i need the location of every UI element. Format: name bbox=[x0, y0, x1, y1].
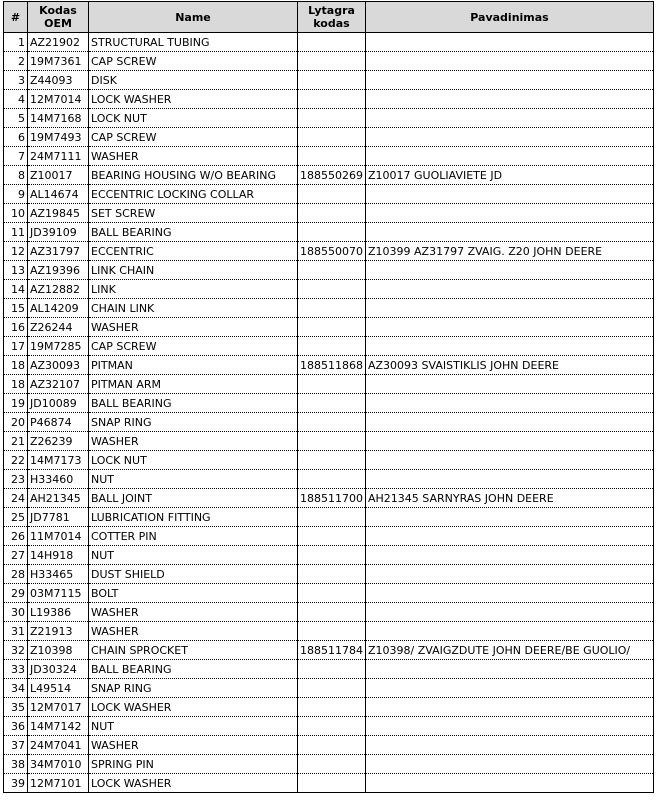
pavadinimas-cell bbox=[366, 71, 654, 90]
pavadinimas-cell bbox=[366, 698, 654, 717]
table-row bbox=[4, 185, 654, 204]
header-oem-code bbox=[28, 2, 89, 33]
table-row bbox=[4, 223, 654, 242]
parts-table bbox=[3, 1, 654, 793]
oem-code-cell: AL14674 bbox=[28, 185, 89, 204]
row-number-cell: 3 bbox=[4, 71, 28, 90]
pavadinimas-cell bbox=[366, 432, 654, 451]
part-name-cell: LUBRICATION FITTING bbox=[89, 508, 298, 527]
table-row bbox=[4, 242, 654, 261]
oem-code-cell: JD30324 bbox=[28, 660, 89, 679]
row-number-cell: 36 bbox=[4, 717, 28, 736]
pavadinimas-cell bbox=[366, 565, 654, 584]
lytagra-code-cell bbox=[298, 451, 366, 470]
table-row bbox=[4, 546, 654, 565]
row-number-cell: 28 bbox=[4, 565, 28, 584]
row-number-cell: 31 bbox=[4, 622, 28, 641]
lytagra-code-cell bbox=[298, 223, 366, 242]
table-row bbox=[4, 71, 654, 90]
oem-code-cell: 03M7115 bbox=[28, 584, 89, 603]
pavadinimas-cell bbox=[366, 413, 654, 432]
part-name-cell: WASHER bbox=[89, 147, 298, 166]
lytagra-code-cell bbox=[298, 736, 366, 755]
row-number-cell: 7 bbox=[4, 147, 28, 166]
pavadinimas-cell bbox=[366, 109, 654, 128]
table-row bbox=[4, 660, 654, 679]
table-row bbox=[4, 451, 654, 470]
row-number-cell: 29 bbox=[4, 584, 28, 603]
oem-code-cell: AZ21902 bbox=[28, 33, 89, 52]
lytagra-code-cell bbox=[298, 109, 366, 128]
pavadinimas-cell bbox=[366, 717, 654, 736]
part-name-cell: WASHER bbox=[89, 736, 298, 755]
pavadinimas-cell bbox=[366, 394, 654, 413]
lytagra-code-cell bbox=[298, 33, 366, 52]
row-number-cell: 23 bbox=[4, 470, 28, 489]
oem-code-cell: AZ19396 bbox=[28, 261, 89, 280]
table-row bbox=[4, 413, 654, 432]
pavadinimas-cell: AH21345 SARNYRAS JOHN DEERE bbox=[366, 489, 654, 508]
pavadinimas-cell bbox=[366, 185, 654, 204]
part-name-cell: SNAP RING bbox=[89, 679, 298, 698]
oem-code-cell: 12M7014 bbox=[28, 90, 89, 109]
part-name-cell: WASHER bbox=[89, 603, 298, 622]
pavadinimas-cell bbox=[366, 299, 654, 318]
table-row bbox=[4, 755, 654, 774]
lytagra-code-cell bbox=[298, 622, 366, 641]
row-number-cell: 27 bbox=[4, 546, 28, 565]
row-number-cell: 33 bbox=[4, 660, 28, 679]
lytagra-code-cell bbox=[298, 337, 366, 356]
lytagra-code-cell bbox=[298, 603, 366, 622]
row-number-cell: 24 bbox=[4, 489, 28, 508]
row-number-cell: 18 bbox=[4, 375, 28, 394]
lytagra-code-cell bbox=[298, 584, 366, 603]
lytagra-code-cell bbox=[298, 299, 366, 318]
part-name-cell: LOCK WASHER bbox=[89, 698, 298, 717]
part-name-cell: WASHER bbox=[89, 318, 298, 337]
part-name-cell: BALL BEARING bbox=[89, 394, 298, 413]
pavadinimas-cell bbox=[366, 261, 654, 280]
part-name-cell: NUT bbox=[89, 717, 298, 736]
pavadinimas-cell bbox=[366, 128, 654, 147]
table-row bbox=[4, 698, 654, 717]
pavadinimas-cell: Z10017 GUOLIAVIETE JD bbox=[366, 166, 654, 185]
row-number-cell: 15 bbox=[4, 299, 28, 318]
part-name-cell: LOCK NUT bbox=[89, 109, 298, 128]
pavadinimas-cell bbox=[366, 660, 654, 679]
oem-code-cell: 19M7493 bbox=[28, 128, 89, 147]
part-name-cell: NUT bbox=[89, 470, 298, 489]
oem-code-cell: Z10398 bbox=[28, 641, 89, 660]
lytagra-code-cell bbox=[298, 546, 366, 565]
row-number-cell: 4 bbox=[4, 90, 28, 109]
table-row bbox=[4, 299, 654, 318]
oem-code-cell: 11M7014 bbox=[28, 527, 89, 546]
part-name-cell: CHAIN SPROCKET bbox=[89, 641, 298, 660]
part-name-cell: STRUCTURAL TUBING bbox=[89, 33, 298, 52]
oem-code-cell: 12M7101 bbox=[28, 774, 89, 793]
oem-code-cell: 14M7173 bbox=[28, 451, 89, 470]
row-number-cell: 16 bbox=[4, 318, 28, 337]
pavadinimas-cell: AZ30093 SVAISTIKLIS JOHN DEERE bbox=[366, 356, 654, 375]
table-row bbox=[4, 166, 654, 185]
part-name-cell: DUST SHIELD bbox=[89, 565, 298, 584]
pavadinimas-cell bbox=[366, 204, 654, 223]
pavadinimas-cell bbox=[366, 679, 654, 698]
row-number-cell: 26 bbox=[4, 527, 28, 546]
header-lytagra-code bbox=[298, 2, 366, 33]
oem-code-cell: Z10017 bbox=[28, 166, 89, 185]
lytagra-code-cell bbox=[298, 698, 366, 717]
oem-code-cell: 12M7017 bbox=[28, 698, 89, 717]
oem-code-cell: Z26239 bbox=[28, 432, 89, 451]
pavadinimas-cell bbox=[366, 546, 654, 565]
lytagra-code-cell bbox=[298, 71, 366, 90]
part-name-cell: BALL JOINT bbox=[89, 489, 298, 508]
oem-code-cell: L49514 bbox=[28, 679, 89, 698]
row-number-cell: 35 bbox=[4, 698, 28, 717]
table-row bbox=[4, 33, 654, 52]
lytagra-code-cell bbox=[298, 318, 366, 337]
oem-code-cell: 14M7168 bbox=[28, 109, 89, 128]
part-name-cell: LOCK WASHER bbox=[89, 774, 298, 793]
lytagra-code-cell bbox=[298, 432, 366, 451]
header-name: Name bbox=[89, 2, 298, 33]
pavadinimas-cell bbox=[366, 223, 654, 242]
table-row bbox=[4, 356, 654, 375]
pavadinimas-cell bbox=[366, 337, 654, 356]
lytagra-code-cell bbox=[298, 717, 366, 736]
table-row bbox=[4, 337, 654, 356]
lytagra-code-cell: 188550269 bbox=[298, 166, 366, 185]
oem-code-cell: AZ31797 bbox=[28, 242, 89, 261]
pavadinimas-cell bbox=[366, 52, 654, 71]
oem-code-cell: Z44093 bbox=[28, 71, 89, 90]
lytagra-code-cell bbox=[298, 394, 366, 413]
part-name-cell: NUT bbox=[89, 546, 298, 565]
table-row bbox=[4, 375, 654, 394]
pavadinimas-cell: Z10399 AZ31797 ZVAIG. Z20 JOHN DEERE bbox=[366, 242, 654, 261]
part-name-cell: LINK bbox=[89, 280, 298, 299]
table-row bbox=[4, 52, 654, 71]
row-number-cell: 14 bbox=[4, 280, 28, 299]
part-name-cell: WASHER bbox=[89, 622, 298, 641]
lytagra-code-cell bbox=[298, 90, 366, 109]
header-row bbox=[4, 2, 654, 33]
part-name-cell: SET SCREW bbox=[89, 204, 298, 223]
lytagra-code-cell bbox=[298, 679, 366, 698]
table-row bbox=[4, 622, 654, 641]
lytagra-code-cell bbox=[298, 375, 366, 394]
parts-sheet bbox=[3, 1, 654, 793]
lytagra-code-cell bbox=[298, 508, 366, 527]
oem-code-cell: JD10089 bbox=[28, 394, 89, 413]
row-number-cell: 2 bbox=[4, 52, 28, 71]
part-name-cell: BALL BEARING bbox=[89, 660, 298, 679]
table-row bbox=[4, 394, 654, 413]
part-name-cell: BOLT bbox=[89, 584, 298, 603]
part-name-cell: CAP SCREW bbox=[89, 52, 298, 71]
lytagra-code-cell bbox=[298, 755, 366, 774]
pavadinimas-cell: Z10398/ ZVAIGZDUTE JOHN DEERE/BE GUOLIO/ bbox=[366, 641, 654, 660]
row-number-cell: 21 bbox=[4, 432, 28, 451]
part-name-cell: BALL BEARING bbox=[89, 223, 298, 242]
part-name-cell: PITMAN ARM bbox=[89, 375, 298, 394]
lytagra-code-cell: 188511784 bbox=[298, 641, 366, 660]
row-number-cell: 25 bbox=[4, 508, 28, 527]
part-name-cell: PITMAN bbox=[89, 356, 298, 375]
oem-code-cell: 19M7285 bbox=[28, 337, 89, 356]
lytagra-code-cell bbox=[298, 147, 366, 166]
oem-code-cell: 34M7010 bbox=[28, 755, 89, 774]
oem-code-cell: AZ19845 bbox=[28, 204, 89, 223]
part-name-cell: CAP SCREW bbox=[89, 128, 298, 147]
table-row bbox=[4, 470, 654, 489]
lytagra-code-cell bbox=[298, 565, 366, 584]
row-number-cell: 6 bbox=[4, 128, 28, 147]
table-row bbox=[4, 109, 654, 128]
header-oem-line1: Kodas bbox=[39, 4, 77, 17]
part-name-cell: LINK CHAIN bbox=[89, 261, 298, 280]
oem-code-cell: L19386 bbox=[28, 603, 89, 622]
oem-code-cell: 14M7142 bbox=[28, 717, 89, 736]
part-name-cell: SNAP RING bbox=[89, 413, 298, 432]
lytagra-code-cell: 188550070 bbox=[298, 242, 366, 261]
table-row bbox=[4, 603, 654, 622]
table-row bbox=[4, 489, 654, 508]
pavadinimas-cell bbox=[366, 147, 654, 166]
table-row bbox=[4, 641, 654, 660]
table-row bbox=[4, 90, 654, 109]
part-name-cell: ECCENTRIC bbox=[89, 242, 298, 261]
row-number-cell: 17 bbox=[4, 337, 28, 356]
lytagra-code-cell bbox=[298, 660, 366, 679]
part-name-cell: BEARING HOUSING W/O BEARING bbox=[89, 166, 298, 185]
row-number-cell: 9 bbox=[4, 185, 28, 204]
row-number-cell: 8 bbox=[4, 166, 28, 185]
lytagra-code-cell bbox=[298, 128, 366, 147]
row-number-cell: 19 bbox=[4, 394, 28, 413]
table-row bbox=[4, 679, 654, 698]
oem-code-cell: AZ32107 bbox=[28, 375, 89, 394]
pavadinimas-cell bbox=[366, 736, 654, 755]
table-row bbox=[4, 318, 654, 337]
pavadinimas-cell bbox=[366, 755, 654, 774]
lytagra-code-cell bbox=[298, 204, 366, 223]
oem-code-cell: 14H918 bbox=[28, 546, 89, 565]
header-lytagra-line1: Lytagra bbox=[308, 4, 355, 17]
pavadinimas-cell bbox=[366, 375, 654, 394]
row-number-cell: 20 bbox=[4, 413, 28, 432]
table-row bbox=[4, 527, 654, 546]
pavadinimas-cell bbox=[366, 280, 654, 299]
pavadinimas-cell bbox=[366, 622, 654, 641]
pavadinimas-cell bbox=[366, 451, 654, 470]
pavadinimas-cell bbox=[366, 603, 654, 622]
oem-code-cell: AZ30093 bbox=[28, 356, 89, 375]
row-number-cell: 39 bbox=[4, 774, 28, 793]
part-name-cell: LOCK NUT bbox=[89, 451, 298, 470]
pavadinimas-cell bbox=[366, 774, 654, 793]
pavadinimas-cell bbox=[366, 584, 654, 603]
oem-code-cell: 19M7361 bbox=[28, 52, 89, 71]
oem-code-cell: AZ12882 bbox=[28, 280, 89, 299]
oem-code-cell: H33465 bbox=[28, 565, 89, 584]
part-name-cell: LOCK WASHER bbox=[89, 90, 298, 109]
oem-code-cell: H33460 bbox=[28, 470, 89, 489]
lytagra-code-cell bbox=[298, 774, 366, 793]
row-number-cell: 1 bbox=[4, 33, 28, 52]
oem-code-cell: P46874 bbox=[28, 413, 89, 432]
lytagra-code-cell bbox=[298, 280, 366, 299]
table-row bbox=[4, 204, 654, 223]
lytagra-code-cell bbox=[298, 470, 366, 489]
lytagra-code-cell bbox=[298, 52, 366, 71]
part-name-cell: ECCENTRIC LOCKING COLLAR bbox=[89, 185, 298, 204]
oem-code-cell: 24M7111 bbox=[28, 147, 89, 166]
pavadinimas-cell bbox=[366, 33, 654, 52]
part-name-cell: WASHER bbox=[89, 432, 298, 451]
oem-code-cell: Z21913 bbox=[28, 622, 89, 641]
table-row bbox=[4, 774, 654, 793]
oem-code-cell: AH21345 bbox=[28, 489, 89, 508]
table-row bbox=[4, 584, 654, 603]
row-number-cell: 37 bbox=[4, 736, 28, 755]
table-row bbox=[4, 128, 654, 147]
table-row bbox=[4, 432, 654, 451]
oem-code-cell: Z26244 bbox=[28, 318, 89, 337]
row-number-cell: 11 bbox=[4, 223, 28, 242]
pavadinimas-cell bbox=[366, 470, 654, 489]
oem-code-cell: 24M7041 bbox=[28, 736, 89, 755]
row-number-cell: 30 bbox=[4, 603, 28, 622]
table-row bbox=[4, 565, 654, 584]
row-number-cell: 10 bbox=[4, 204, 28, 223]
lytagra-code-cell bbox=[298, 413, 366, 432]
header-pavadinimas: Pavadinimas bbox=[366, 2, 654, 33]
table-row bbox=[4, 717, 654, 736]
oem-code-cell: JD7781 bbox=[28, 508, 89, 527]
oem-code-cell: AL14209 bbox=[28, 299, 89, 318]
lytagra-code-cell: 188511700 bbox=[298, 489, 366, 508]
lytagra-code-cell bbox=[298, 185, 366, 204]
table-row bbox=[4, 280, 654, 299]
table-row bbox=[4, 147, 654, 166]
part-name-cell: SPRING PIN bbox=[89, 755, 298, 774]
row-number-cell: 13 bbox=[4, 261, 28, 280]
part-name-cell: CHAIN LINK bbox=[89, 299, 298, 318]
row-number-cell: 34 bbox=[4, 679, 28, 698]
row-number-cell: 32 bbox=[4, 641, 28, 660]
row-number-cell: 12 bbox=[4, 242, 28, 261]
lytagra-code-cell bbox=[298, 527, 366, 546]
row-number-cell: 22 bbox=[4, 451, 28, 470]
table-row bbox=[4, 736, 654, 755]
header-lytagra-line2: kodas bbox=[313, 17, 350, 30]
header-number: # bbox=[4, 2, 28, 33]
pavadinimas-cell bbox=[366, 527, 654, 546]
pavadinimas-cell bbox=[366, 90, 654, 109]
oem-code-cell: JD39109 bbox=[28, 223, 89, 242]
lytagra-code-cell: 188511868 bbox=[298, 356, 366, 375]
row-number-cell: 38 bbox=[4, 755, 28, 774]
table-row bbox=[4, 508, 654, 527]
lytagra-code-cell bbox=[298, 261, 366, 280]
part-name-cell: COTTER PIN bbox=[89, 527, 298, 546]
row-number-cell: 18 bbox=[4, 356, 28, 375]
part-name-cell: CAP SCREW bbox=[89, 337, 298, 356]
pavadinimas-cell bbox=[366, 318, 654, 337]
pavadinimas-cell bbox=[366, 508, 654, 527]
row-number-cell: 5 bbox=[4, 109, 28, 128]
header-oem-line2: OEM bbox=[44, 17, 72, 30]
part-name-cell: DISK bbox=[89, 71, 298, 90]
table-row bbox=[4, 261, 654, 280]
